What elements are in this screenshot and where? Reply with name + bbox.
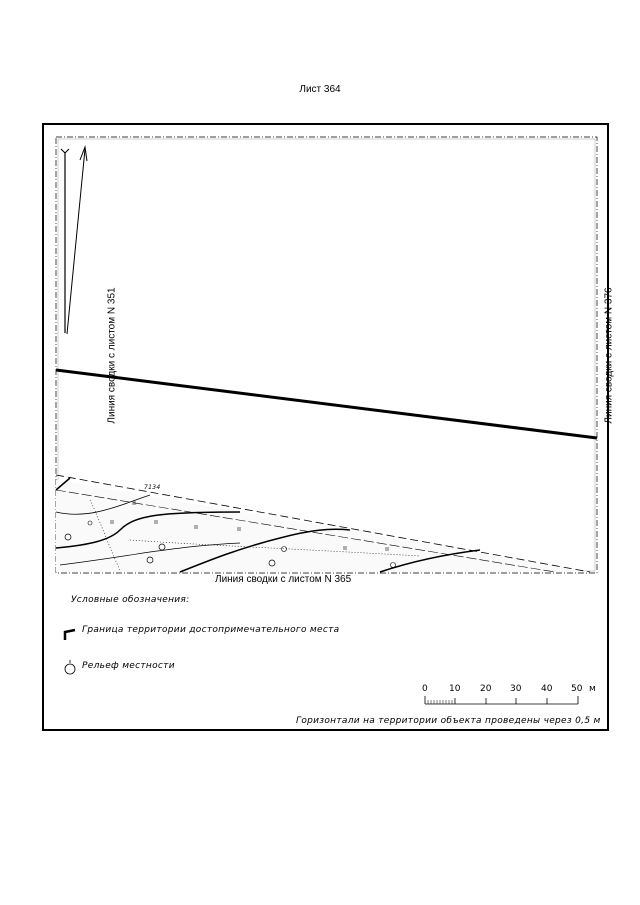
scale-tick-0: 0 [422, 684, 428, 694]
scale-tick-30: 30 [510, 684, 522, 694]
map-annotation: 7134 [144, 484, 161, 491]
scale-tick-20: 20 [480, 684, 492, 694]
edge-label-bottom: Линия сводки с листом N 365 [215, 574, 352, 585]
scale-tick-40: 40 [541, 684, 553, 694]
legend-title: Условные обозначения: [71, 595, 190, 605]
edge-label-left: Линия сводки с листом N 351 [106, 287, 118, 424]
map-outer-frame [42, 123, 609, 731]
contour-note: Горизонтали на территории объекта проведены через 0,5 м [296, 716, 601, 726]
edge-label-right: Линия сводки с листом N 376 [603, 287, 615, 424]
sheet-title: Лист 364 [299, 84, 341, 95]
legend-boundary-label: Граница территории достопримечательного места [82, 625, 340, 635]
scale-unit: м [589, 684, 596, 694]
scale-tick-50: 50 [571, 684, 583, 694]
scale-tick-10: 10 [449, 684, 461, 694]
legend-relief-label: Рельеф местности [82, 661, 175, 671]
